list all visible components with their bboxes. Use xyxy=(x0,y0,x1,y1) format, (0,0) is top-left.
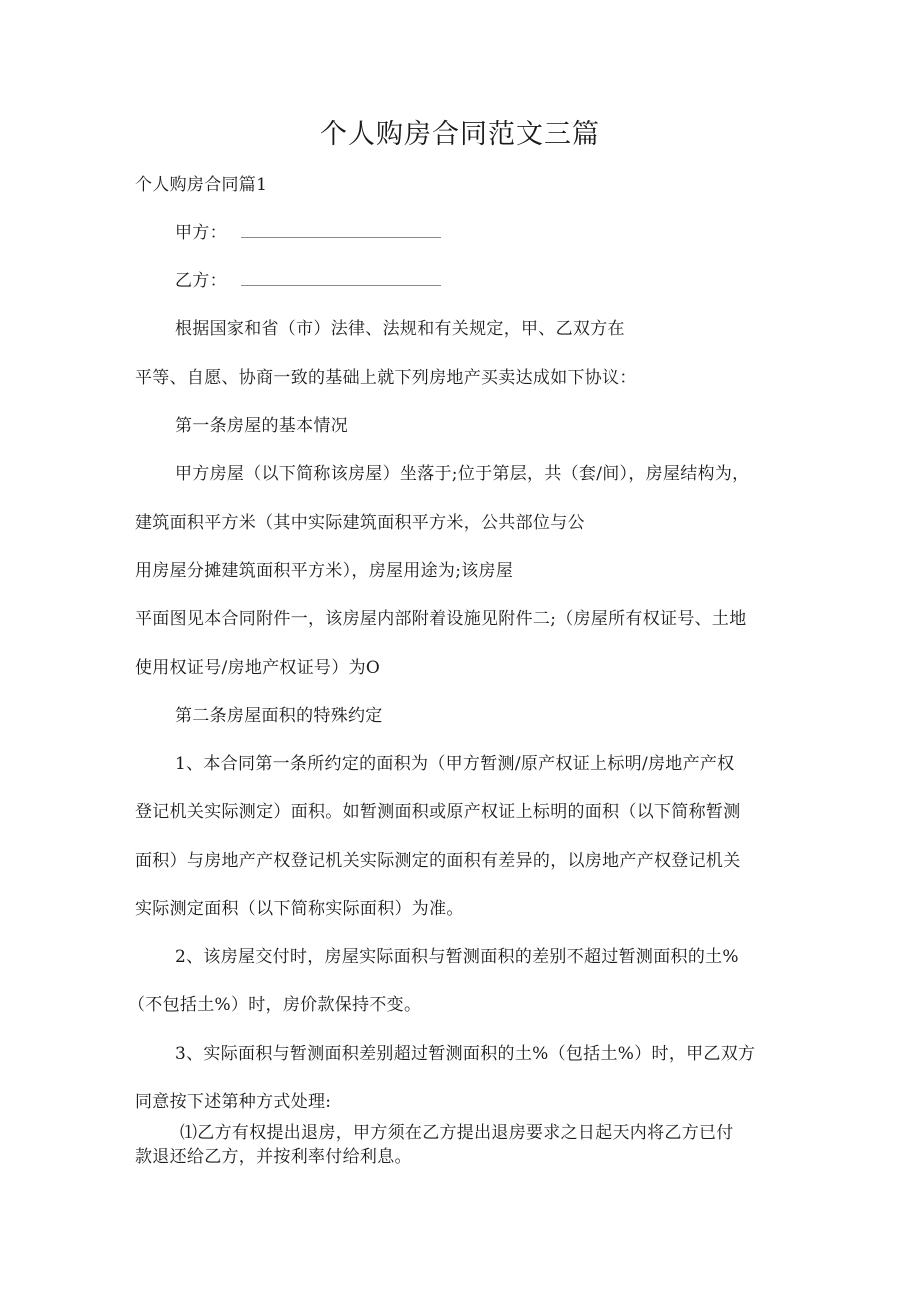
party-a-row xyxy=(175,222,441,244)
paragraph-line: 3、实际面积与暂测面积差别超过暂测面积的土%（包括土%）时，甲乙双方 xyxy=(175,1044,756,1064)
paragraph-line: 登记机关实际测定）面积。如暂测面积或原产权证上标明的面积（以下简称暂测 xyxy=(135,802,741,822)
party-b-label: 乙方： xyxy=(175,271,227,291)
paragraph-line: （不包括土%）时，房价款保持不变。 xyxy=(128,995,422,1015)
paragraph-line: 使用权证号/房地产权证号）为O xyxy=(135,658,381,678)
paragraph-line: 平等、自愿、协商一致的基础上就下列房地产买卖达成如下协议： xyxy=(135,368,637,388)
paragraph-line: 实际测定面积（以下简称实际面积）为准。 xyxy=(135,899,464,919)
paragraph-line: 同意按下述第种方式处理: xyxy=(135,1092,332,1112)
document-title: 个人购房合同范文三篇 xyxy=(320,119,600,150)
party-a-blank-line xyxy=(241,223,441,238)
article-1-heading: 第一条房屋的基本情况 xyxy=(175,416,348,436)
paragraph-line: 款退还给乙方，并按利率付给利息。 xyxy=(135,1147,412,1167)
paragraph-line: 根据国家和省（市）法律、法规和有关规定，甲、乙双方在 xyxy=(175,319,625,339)
paragraph-line: 1、本合同第一条所约定的面积为（甲方暂测/原产权证上标明/房地产产权 xyxy=(175,754,735,774)
section-subtitle: 个人购房合同篇1 xyxy=(135,175,268,195)
paragraph-line: 面积）与房地产产权登记机关实际测定的面积有差异的，以房地产产权登记机关 xyxy=(135,851,741,871)
paragraph-line: 2、该房屋交付时，房屋实际面积与暂测面积的差别不超过暂测面积的土% xyxy=(175,947,739,967)
party-b-row xyxy=(175,270,441,292)
paragraph-line: 甲方房屋（以下简称该房屋）坐落于;位于第层，共（套/间），房屋结构为， xyxy=(175,464,750,484)
paragraph-line: 用房屋分摊建筑面积平方米），房屋用途为;该房屋 xyxy=(135,561,514,581)
party-b-blank-line xyxy=(241,271,441,286)
party-a-label: 甲方： xyxy=(175,223,227,243)
paragraph-line: 平面图见本合同附件一，该房屋内部附着设施见附件二;（房屋所有权证号、土地 xyxy=(135,609,747,629)
paragraph-line: 建筑面积平方米（其中实际建筑面积平方米，公共部位与公 xyxy=(135,513,585,533)
article-2-heading: 第二条房屋面积的特殊约定 xyxy=(175,706,383,726)
paragraph-line: ⑴乙方有权提出退房，甲方须在乙方提出退房要求之日起天内将乙方已付 xyxy=(180,1123,734,1143)
